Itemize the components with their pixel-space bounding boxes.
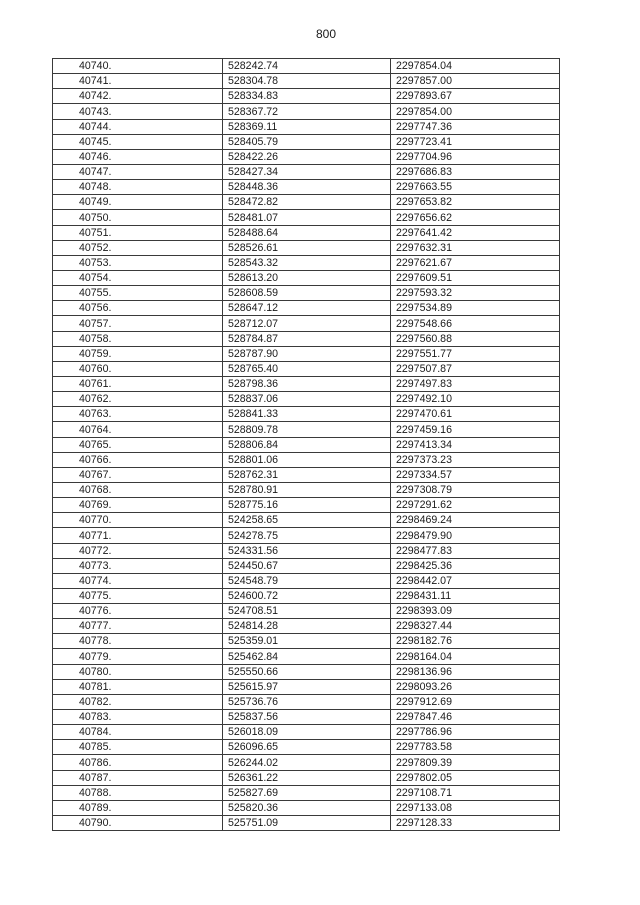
table-row [53,785,560,800]
y-coordinate-cell: 2297593.32 [391,286,560,301]
y-coordinate-cell: 2297334.57 [391,467,560,482]
y-coordinate-cell: 2298093.26 [391,679,560,694]
x-coordinate-cell: 526244.02 [223,755,391,770]
x-coordinate-cell: 528841.33 [223,407,391,422]
point-number-cell: 40778. [53,634,223,649]
table-row [53,452,560,467]
y-coordinate-cell: 2297653.82 [391,195,560,210]
x-coordinate-cell: 528806.84 [223,437,391,452]
table-row [53,543,560,558]
coordinates-table [52,58,560,831]
point-number-cell: 40768. [53,482,223,497]
x-coordinate-cell: 525751.09 [223,816,391,831]
point-number-cell: 40770. [53,513,223,528]
table-row [53,331,560,346]
x-coordinate-cell: 528427.34 [223,164,391,179]
x-coordinate-cell: 528367.72 [223,104,391,119]
point-number-cell: 40783. [53,710,223,725]
point-number-cell: 40788. [53,785,223,800]
y-coordinate-cell: 2297747.36 [391,119,560,134]
x-coordinate-cell: 528613.20 [223,270,391,285]
table-row [53,286,560,301]
table-row [53,800,560,815]
y-coordinate-cell: 2297704.96 [391,149,560,164]
y-coordinate-cell: 2297413.34 [391,437,560,452]
x-coordinate-cell: 528608.59 [223,286,391,301]
table-row [53,210,560,225]
x-coordinate-cell: 525359.01 [223,634,391,649]
point-number-cell: 40748. [53,180,223,195]
y-coordinate-cell: 2297621.67 [391,255,560,270]
point-number-cell: 40752. [53,240,223,255]
x-coordinate-cell: 528488.64 [223,225,391,240]
table-row [53,59,560,74]
point-number-cell: 40761. [53,376,223,391]
point-number-cell: 40782. [53,694,223,709]
x-coordinate-cell: 525615.97 [223,679,391,694]
y-coordinate-cell: 2297470.61 [391,407,560,422]
point-number-cell: 40753. [53,255,223,270]
y-coordinate-cell: 2297857.00 [391,74,560,89]
point-number-cell: 40789. [53,800,223,815]
x-coordinate-cell: 525827.69 [223,785,391,800]
point-number-cell: 40749. [53,195,223,210]
x-coordinate-cell: 528809.78 [223,422,391,437]
x-coordinate-cell: 528405.79 [223,134,391,149]
table-row [53,604,560,619]
point-number-cell: 40746. [53,149,223,164]
page-number: 800 [315,27,337,41]
table-row [53,664,560,679]
y-coordinate-cell: 2297459.16 [391,422,560,437]
y-coordinate-cell: 2297656.62 [391,210,560,225]
table-row [53,740,560,755]
table-row [53,134,560,149]
x-coordinate-cell: 525820.36 [223,800,391,815]
table-row [53,482,560,497]
table-row [53,392,560,407]
point-number-cell: 40743. [53,104,223,119]
y-coordinate-cell: 2297912.69 [391,694,560,709]
y-coordinate-cell: 2297548.66 [391,316,560,331]
point-number-cell: 40772. [53,543,223,558]
x-coordinate-cell: 528798.36 [223,376,391,391]
x-coordinate-cell: 524258.65 [223,513,391,528]
table-row [53,694,560,709]
point-number-cell: 40754. [53,270,223,285]
y-coordinate-cell: 2297373.23 [391,452,560,467]
point-number-cell: 40769. [53,498,223,513]
table-row [53,240,560,255]
x-coordinate-cell: 528787.90 [223,346,391,361]
point-number-cell: 40784. [53,725,223,740]
y-coordinate-cell: 2297809.39 [391,755,560,770]
table-row [53,528,560,543]
point-number-cell: 40764. [53,422,223,437]
y-coordinate-cell: 2298479.90 [391,528,560,543]
x-coordinate-cell: 528784.87 [223,331,391,346]
point-number-cell: 40765. [53,437,223,452]
x-coordinate-cell: 528837.06 [223,392,391,407]
y-coordinate-cell: 2297802.05 [391,770,560,785]
point-number-cell: 40790. [53,816,223,831]
table-row [53,725,560,740]
point-number-cell: 40786. [53,755,223,770]
table-row [53,301,560,316]
table-row [53,558,560,573]
y-coordinate-cell: 2297847.46 [391,710,560,725]
x-coordinate-cell: 528712.07 [223,316,391,331]
x-coordinate-cell: 528448.36 [223,180,391,195]
point-number-cell: 40758. [53,331,223,346]
x-coordinate-cell: 524278.75 [223,528,391,543]
table-row [53,588,560,603]
y-coordinate-cell: 2298431.11 [391,588,560,603]
y-coordinate-cell: 2297551.77 [391,346,560,361]
y-coordinate-cell: 2297308.79 [391,482,560,497]
point-number-cell: 40776. [53,604,223,619]
y-coordinate-cell: 2297507.87 [391,361,560,376]
table-row [53,225,560,240]
y-coordinate-cell: 2298477.83 [391,543,560,558]
table-row [53,498,560,513]
table-row [53,573,560,588]
table-row [53,376,560,391]
point-number-cell: 40774. [53,573,223,588]
y-coordinate-cell: 2297632.31 [391,240,560,255]
point-number-cell: 40744. [53,119,223,134]
x-coordinate-cell: 528801.06 [223,452,391,467]
y-coordinate-cell: 2297663.55 [391,180,560,195]
table-row [53,634,560,649]
y-coordinate-cell: 2297786.96 [391,725,560,740]
table-row [53,770,560,785]
table-row [53,649,560,664]
y-coordinate-cell: 2297108.71 [391,785,560,800]
point-number-cell: 40751. [53,225,223,240]
table-row [53,467,560,482]
point-number-cell: 40759. [53,346,223,361]
point-number-cell: 40740. [53,59,223,74]
y-coordinate-cell: 2298393.09 [391,604,560,619]
y-coordinate-cell: 2297497.83 [391,376,560,391]
y-coordinate-cell: 2297641.42 [391,225,560,240]
point-number-cell: 40780. [53,664,223,679]
table-row [53,270,560,285]
point-number-cell: 40762. [53,392,223,407]
x-coordinate-cell: 524331.56 [223,543,391,558]
point-number-cell: 40745. [53,134,223,149]
y-coordinate-cell: 2298164.04 [391,649,560,664]
table-row [53,119,560,134]
table-row [53,361,560,376]
y-coordinate-cell: 2297723.41 [391,134,560,149]
x-coordinate-cell: 528762.31 [223,467,391,482]
y-coordinate-cell: 2297534.89 [391,301,560,316]
point-number-cell: 40756. [53,301,223,316]
table-row [53,195,560,210]
y-coordinate-cell: 2298182.76 [391,634,560,649]
y-coordinate-cell: 2298469.24 [391,513,560,528]
point-number-cell: 40760. [53,361,223,376]
x-coordinate-cell: 528481.07 [223,210,391,225]
y-coordinate-cell: 2297854.00 [391,104,560,119]
table-row [53,513,560,528]
table-row [53,180,560,195]
x-coordinate-cell: 524548.79 [223,573,391,588]
x-coordinate-cell: 525736.76 [223,694,391,709]
table-row [53,164,560,179]
y-coordinate-cell: 2297609.51 [391,270,560,285]
point-number-cell: 40777. [53,619,223,634]
y-coordinate-cell: 2297128.33 [391,816,560,831]
point-number-cell: 40763. [53,407,223,422]
x-coordinate-cell: 525837.56 [223,710,391,725]
y-coordinate-cell: 2297783.58 [391,740,560,755]
y-coordinate-cell: 2297291.62 [391,498,560,513]
x-coordinate-cell: 524814.28 [223,619,391,634]
y-coordinate-cell: 2297133.08 [391,800,560,815]
point-number-cell: 40787. [53,770,223,785]
x-coordinate-cell: 526018.09 [223,725,391,740]
x-coordinate-cell: 526096.65 [223,740,391,755]
y-coordinate-cell: 2298136.96 [391,664,560,679]
x-coordinate-cell: 528242.74 [223,59,391,74]
x-coordinate-cell: 528334.83 [223,89,391,104]
x-coordinate-cell: 528780.91 [223,482,391,497]
table-row [53,422,560,437]
table-row [53,255,560,270]
point-number-cell: 40781. [53,679,223,694]
point-number-cell: 40766. [53,452,223,467]
table-row [53,316,560,331]
point-number-cell: 40775. [53,588,223,603]
point-number-cell: 40785. [53,740,223,755]
x-coordinate-cell: 525550.66 [223,664,391,679]
x-coordinate-cell: 528647.12 [223,301,391,316]
point-number-cell: 40747. [53,164,223,179]
coordinates-table-body [53,59,560,831]
x-coordinate-cell: 528369.11 [223,119,391,134]
point-number-cell: 40755. [53,286,223,301]
x-coordinate-cell: 528422.26 [223,149,391,164]
table-row [53,710,560,725]
x-coordinate-cell: 528526.61 [223,240,391,255]
table-row [53,74,560,89]
x-coordinate-cell: 526361.22 [223,770,391,785]
table-row [53,755,560,770]
point-number-cell: 40779. [53,649,223,664]
table-row [53,679,560,694]
table-row [53,619,560,634]
point-number-cell: 40741. [53,74,223,89]
point-number-cell: 40742. [53,89,223,104]
y-coordinate-cell: 2297492.10 [391,392,560,407]
y-coordinate-cell: 2297854.04 [391,59,560,74]
y-coordinate-cell: 2297560.88 [391,331,560,346]
table-row [53,149,560,164]
table-row [53,89,560,104]
y-coordinate-cell: 2297893.67 [391,89,560,104]
table-row [53,407,560,422]
y-coordinate-cell: 2298425.36 [391,558,560,573]
point-number-cell: 40757. [53,316,223,331]
x-coordinate-cell: 524450.67 [223,558,391,573]
point-number-cell: 40771. [53,528,223,543]
x-coordinate-cell: 528543.32 [223,255,391,270]
x-coordinate-cell: 528765.40 [223,361,391,376]
x-coordinate-cell: 528775.16 [223,498,391,513]
point-number-cell: 40767. [53,467,223,482]
x-coordinate-cell: 525462.84 [223,649,391,664]
table-row [53,816,560,831]
x-coordinate-cell: 528304.78 [223,74,391,89]
table-row [53,346,560,361]
y-coordinate-cell: 2298327.44 [391,619,560,634]
x-coordinate-cell: 524600.72 [223,588,391,603]
point-number-cell: 40750. [53,210,223,225]
table-row [53,104,560,119]
y-coordinate-cell: 2298442.07 [391,573,560,588]
x-coordinate-cell: 528472.82 [223,195,391,210]
point-number-cell: 40773. [53,558,223,573]
x-coordinate-cell: 524708.51 [223,604,391,619]
table-row [53,437,560,452]
y-coordinate-cell: 2297686.83 [391,164,560,179]
